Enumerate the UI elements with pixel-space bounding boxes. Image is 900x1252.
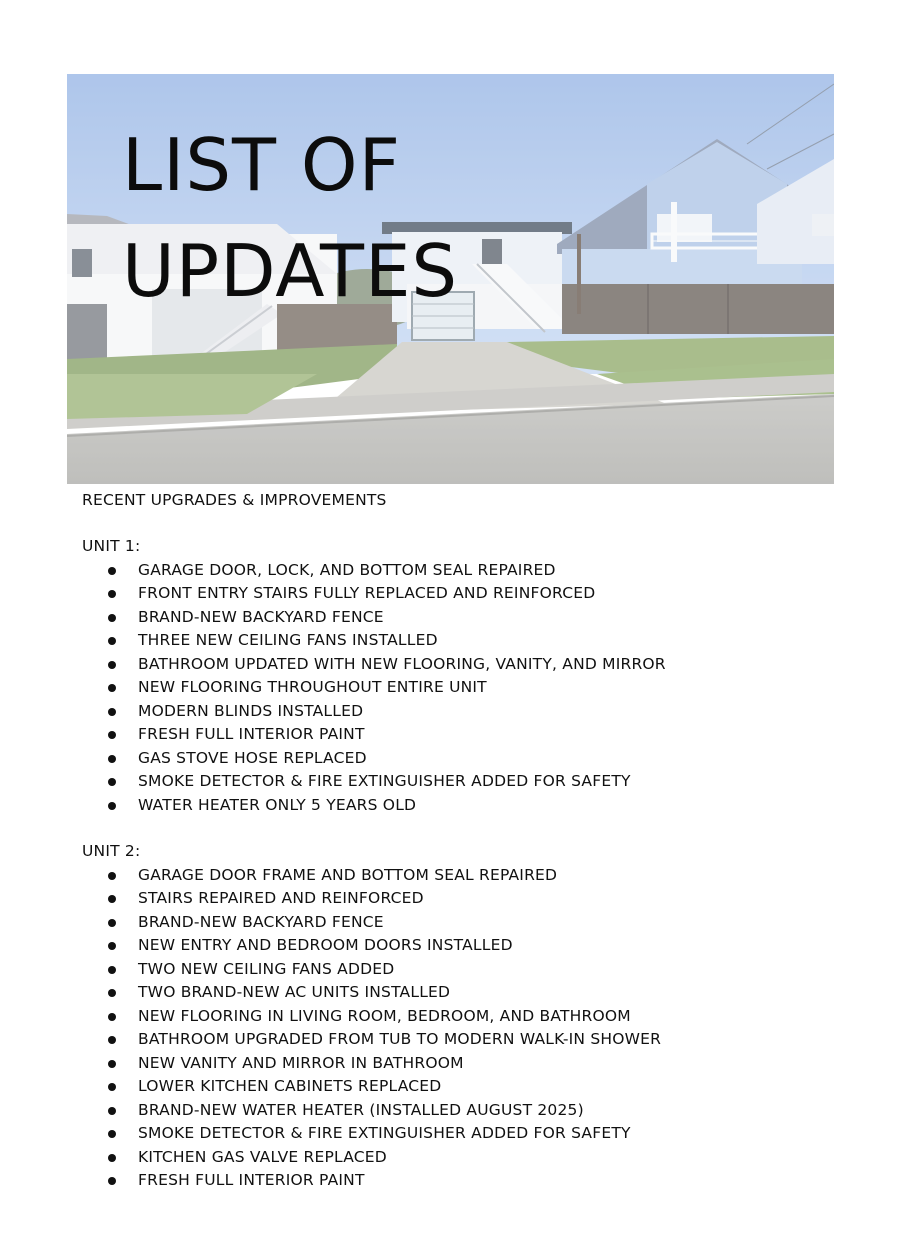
bullet-icon (108, 708, 116, 716)
bullet-icon (108, 590, 116, 598)
list-item (82, 864, 842, 888)
list-item (82, 1122, 842, 1146)
unit-1-heading: UNIT 1: (82, 537, 141, 555)
page-title-line2: UPDATES (122, 229, 459, 313)
page-title-line1: LIST OF (122, 123, 402, 207)
list-item-text: NEW FLOORING THROUGHOUT ENTIRE UNIT (138, 678, 487, 696)
bullet-icon (108, 661, 116, 669)
list-item-text: THREE NEW CEILING FANS INSTALLED (138, 631, 438, 649)
list-item (82, 1169, 842, 1193)
list-item-text: TWO NEW CEILING FANS ADDED (138, 959, 395, 978)
unit-2-list (82, 864, 842, 1193)
list-item-text: MODERN BLINDS INSTALLED (138, 701, 364, 720)
bullet-icon (108, 966, 116, 974)
list-item (82, 723, 842, 747)
list-item-text: BRAND-NEW BACKYARD FENCE (138, 607, 384, 626)
list-item (82, 887, 842, 911)
list-item-text: GARAGE DOOR FRAME AND BOTTOM SEAL REPAIRED (138, 865, 558, 884)
list-item-text: GARAGE DOOR, LOCK, AND BOTTOM SEAL REPAIRED (138, 560, 556, 579)
bullet-icon (108, 802, 116, 810)
list-item-text: BATHROOM UPDATED WITH NEW FLOORING, VANITY, AND MIRROR (138, 654, 666, 673)
list-item-text: FRONT ENTRY STAIRS FULLY REPLACED AND REINFORCED (138, 584, 596, 602)
list-item-text: TWO BRAND-NEW AC UNITS INSTALLED (138, 983, 451, 1001)
section-subtitle: RECENT UPGRADES & IMPROVEMENTS (82, 491, 387, 509)
bullet-icon (108, 778, 116, 786)
page-title (122, 112, 458, 324)
list-item-text: BRAND-NEW BACKYARD FENCE (138, 912, 384, 931)
list-item (82, 559, 842, 583)
list-item (82, 770, 842, 794)
bullet-icon (108, 614, 116, 622)
list-item (82, 1052, 842, 1076)
list-item-text: BATHROOM UPGRADED FROM TUB TO MODERN WALK-IN SHOWER (138, 1030, 662, 1048)
list-item (82, 606, 842, 630)
updates-content (82, 489, 842, 1193)
list-item (82, 1146, 842, 1170)
list-item (82, 629, 842, 653)
bullet-icon (108, 1130, 116, 1138)
list-item (82, 934, 842, 958)
bullet-icon (108, 1013, 116, 1021)
bullet-icon (108, 1107, 116, 1115)
bullet-icon (108, 1036, 116, 1044)
bullet-icon (108, 872, 116, 880)
bullet-icon (108, 637, 116, 645)
list-item-text: KITCHEN GAS VALVE REPLACED (138, 1147, 387, 1166)
list-item-text: NEW VANITY AND MIRROR IN BATHROOM (138, 1053, 464, 1072)
bullet-icon (108, 684, 116, 692)
list-item (82, 958, 842, 982)
list-item-text: STAIRS REPAIRED AND REINFORCED (138, 889, 424, 907)
bullet-icon (108, 731, 116, 739)
bullet-icon (108, 567, 116, 575)
list-item-text: SMOKE DETECTOR & FIRE EXTINGUISHER ADDED FOR SAFETY (138, 772, 631, 790)
list-item (82, 794, 842, 818)
list-item (82, 747, 842, 771)
unit-1-section (82, 535, 842, 817)
list-item-text: NEW FLOORING IN LIVING ROOM, BEDROOM, AND BATHROOM (138, 1006, 631, 1025)
list-item (82, 1099, 842, 1123)
unit-1-list (82, 559, 842, 818)
list-item-text: LOWER KITCHEN CABINETS REPLACED (138, 1077, 442, 1095)
unit-2-heading: UNIT 2: (82, 842, 141, 860)
bullet-icon (108, 919, 116, 927)
bullet-icon (108, 755, 116, 763)
bullet-icon (108, 989, 116, 997)
list-item (82, 1005, 842, 1029)
bullet-icon (108, 895, 116, 903)
list-item (82, 1075, 842, 1099)
list-item (82, 582, 842, 606)
bullet-icon (108, 1177, 116, 1185)
list-item (82, 700, 842, 724)
list-item-text: FRESH FULL INTERIOR PAINT (138, 1171, 365, 1189)
bullet-icon (108, 1154, 116, 1162)
list-item-text: BRAND-NEW WATER HEATER (INSTALLED AUGUST 2025) (138, 1100, 584, 1119)
list-item-text: SMOKE DETECTOR & FIRE EXTINGUISHER ADDED FOR SAFETY (138, 1124, 631, 1142)
list-item (82, 981, 842, 1005)
list-item (82, 676, 842, 700)
unit-2-section (82, 840, 842, 1193)
list-item-text: GAS STOVE HOSE REPLACED (138, 748, 367, 767)
list-item-text: NEW ENTRY AND BEDROOM DOORS INSTALLED (138, 936, 513, 954)
bullet-icon (108, 1083, 116, 1091)
list-item (82, 911, 842, 935)
list-item-text: FRESH FULL INTERIOR PAINT (138, 725, 365, 743)
bullet-icon (108, 942, 116, 950)
bullet-icon (108, 1060, 116, 1068)
hero-banner (67, 74, 834, 484)
list-item-text: WATER HEATER ONLY 5 YEARS OLD (138, 795, 417, 814)
list-item (82, 653, 842, 677)
list-item (82, 1028, 842, 1052)
